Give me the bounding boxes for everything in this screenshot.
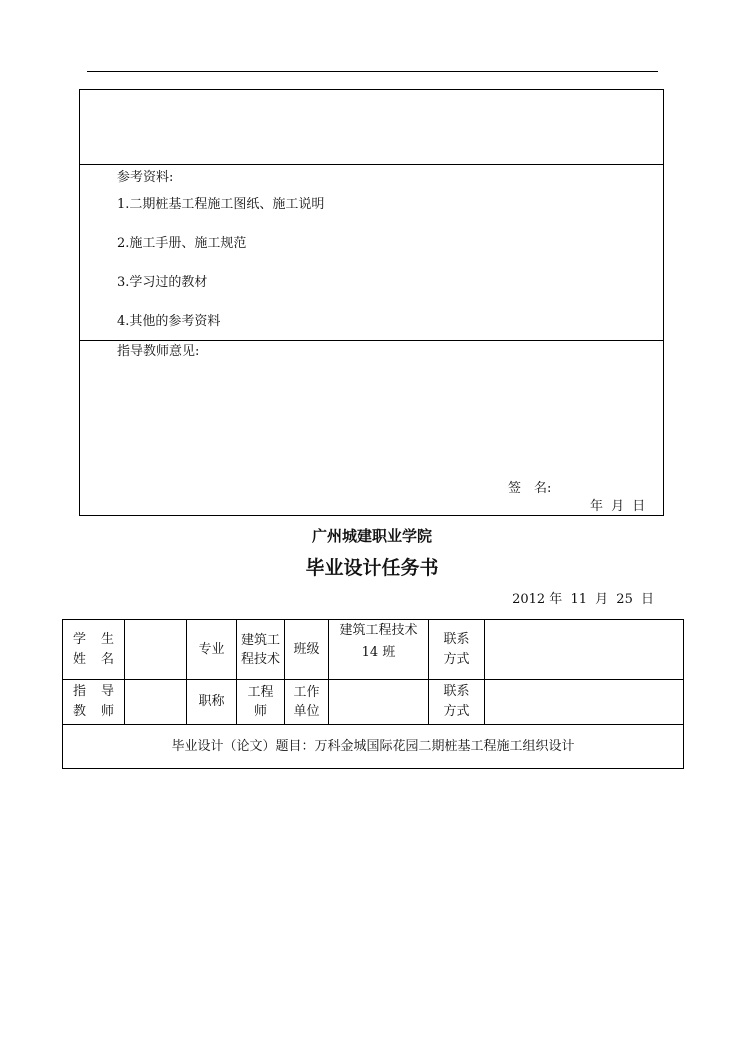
table-row [63,725,684,769]
table-row [63,620,684,680]
references-heading: 参考资料: [117,170,174,185]
reference-item: 2.施工手册、施工规范 [117,236,247,251]
document-title: 毕业设计任务书 [305,557,439,579]
divider [80,340,663,341]
reference-item: 4.其他的参考资料 [117,314,221,329]
title-value: 工程师 [237,680,285,725]
advisor-label: 指 导 教 师 [63,680,125,725]
thesis-title-row: 毕业设计（论文）题目：万科金城国际花园二期桩基工程施工组织设计 [63,725,684,769]
student-name-value [125,620,187,680]
advisor-value [125,680,187,725]
reference-item: 3.学习过的教材 [117,275,208,290]
issue-date [512,592,654,608]
contact-label-2: 联系 方式 [429,680,485,725]
school-name: 广州城建职业学院 [311,527,432,545]
class-value: 建筑工程技术 14 班 [329,620,429,680]
issue-month-unit: 月 [595,592,609,607]
signature-date-label: 年 月 日 [590,499,646,514]
contact-label: 联系 方式 [429,620,485,680]
info-table [62,619,684,769]
major-label: 专业 [187,620,237,680]
workplace-label: 工作单位 [285,680,329,725]
title-label: 职称 [187,680,237,725]
issue-year-unit: 年 [549,592,563,607]
advisor-opinion-heading: 指导教师意见: [117,344,200,359]
contact-value-2 [485,680,684,725]
table-row [63,680,684,725]
student-name-label: 学 生 姓 名 [63,620,125,680]
header-rule [87,71,658,72]
issue-day: 25 [616,592,633,607]
workplace-value [329,680,429,725]
issue-year: 2012 [512,592,546,607]
opinion-box [79,89,664,516]
class-label: 班级 [285,620,329,680]
issue-month: 11 [570,592,587,607]
major-value: 建筑工程技术 [237,620,285,680]
divider [80,164,663,165]
reference-item: 1.二期桩基工程施工图纸、施工说明 [117,197,325,212]
signature-label: 签 名: [508,481,552,496]
issue-day-unit: 日 [640,592,654,607]
contact-value [485,620,684,680]
